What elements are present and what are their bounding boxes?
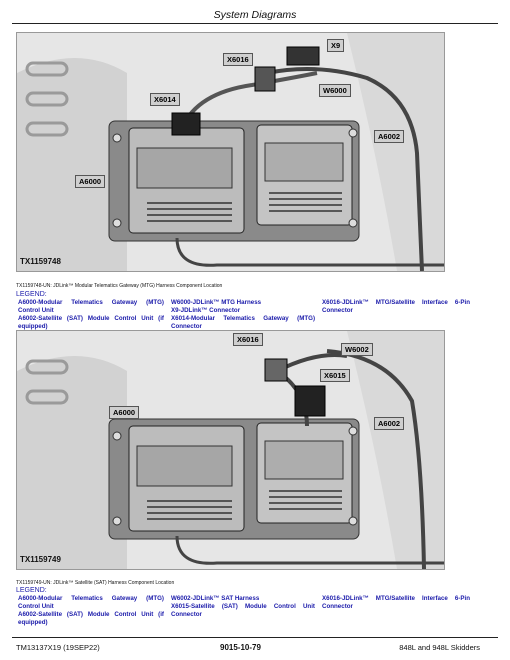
legend-item: A6002-Satellite (SAT) Module Control Unit (if equipped) [18, 315, 164, 330]
footer-divider [12, 637, 498, 638]
callout-x6016: X6016 [223, 53, 253, 66]
callout-a6002: A6002 [374, 417, 404, 430]
figure-caption: TX1159749-UN: JDLink™ Satellite (SAT) Harness Component Location [16, 580, 175, 586]
legend-item: W6000-JDLink™ MTG Harness [171, 299, 262, 306]
mtg-harness-illustration [17, 33, 444, 271]
legend-title: LEGEND: [16, 291, 47, 298]
legend-column [171, 299, 315, 331]
sat-harness-illustration [17, 331, 444, 569]
callout-x6015: X6015 [320, 369, 350, 382]
figure-id: TX1159749 [20, 555, 61, 564]
legend-item: X6016-JDLink™ MTG/Satellite Interface 6-Pin Connector [322, 299, 470, 314]
figure-caption: TX1159748-UN: JDLink™ Modular Telematics Gateway (MTG) Harness Component Location [16, 283, 223, 289]
legend-item: A6000-Modular Telematics Gateway (MTG) Control Unit [18, 595, 164, 610]
figure-mtg-harness [16, 32, 445, 272]
legend-item: X6014-Modular Telematics Gateway (MTG) Connector [171, 315, 315, 330]
callout-w6000: W6000 [319, 84, 351, 97]
footer-page-number: 9015-10-79 [220, 643, 261, 652]
callout-x6014: X6014 [150, 93, 180, 106]
footer-doc-id: TM13137X19 (19SEP22) [16, 643, 100, 652]
legend-column [322, 299, 470, 315]
legend-column [171, 595, 315, 619]
figure-sat-harness [16, 330, 445, 570]
callout-x6016: X6016 [233, 333, 263, 346]
page-header-title: System Diagrams [213, 9, 297, 21]
legend-item: X6016-JDLink™ MTG/Satellite Interface 6-Pin Connector [322, 595, 470, 610]
legend-title: LEGEND: [16, 587, 47, 594]
callout-a6000: A6000 [75, 175, 105, 188]
figure-id: TX1159748 [20, 257, 61, 266]
legend-item: A6000-Modular Telematics Gateway (MTG) Control Unit [18, 299, 164, 314]
legend-column [322, 595, 470, 611]
callout-x9: X9 [327, 39, 344, 52]
header-divider [12, 23, 498, 24]
legend-item: X9-JDLink™ Connector [171, 307, 241, 314]
callout-w6002: W6002 [341, 343, 373, 356]
legend-column [18, 595, 164, 627]
callout-a6000: A6000 [109, 406, 139, 419]
callout-a6002: A6002 [374, 130, 404, 143]
legend-column [18, 299, 164, 331]
legend-item: W6002-JDLink™ SAT Harness [171, 595, 260, 602]
legend-item: X6015-Satellite (SAT) Module Control Unit Connector [171, 603, 315, 618]
footer-model: 848L and 948L Skidders [399, 643, 480, 652]
legend-item: A6002-Satellite (SAT) Module Control Unit (if equipped) [18, 611, 164, 626]
